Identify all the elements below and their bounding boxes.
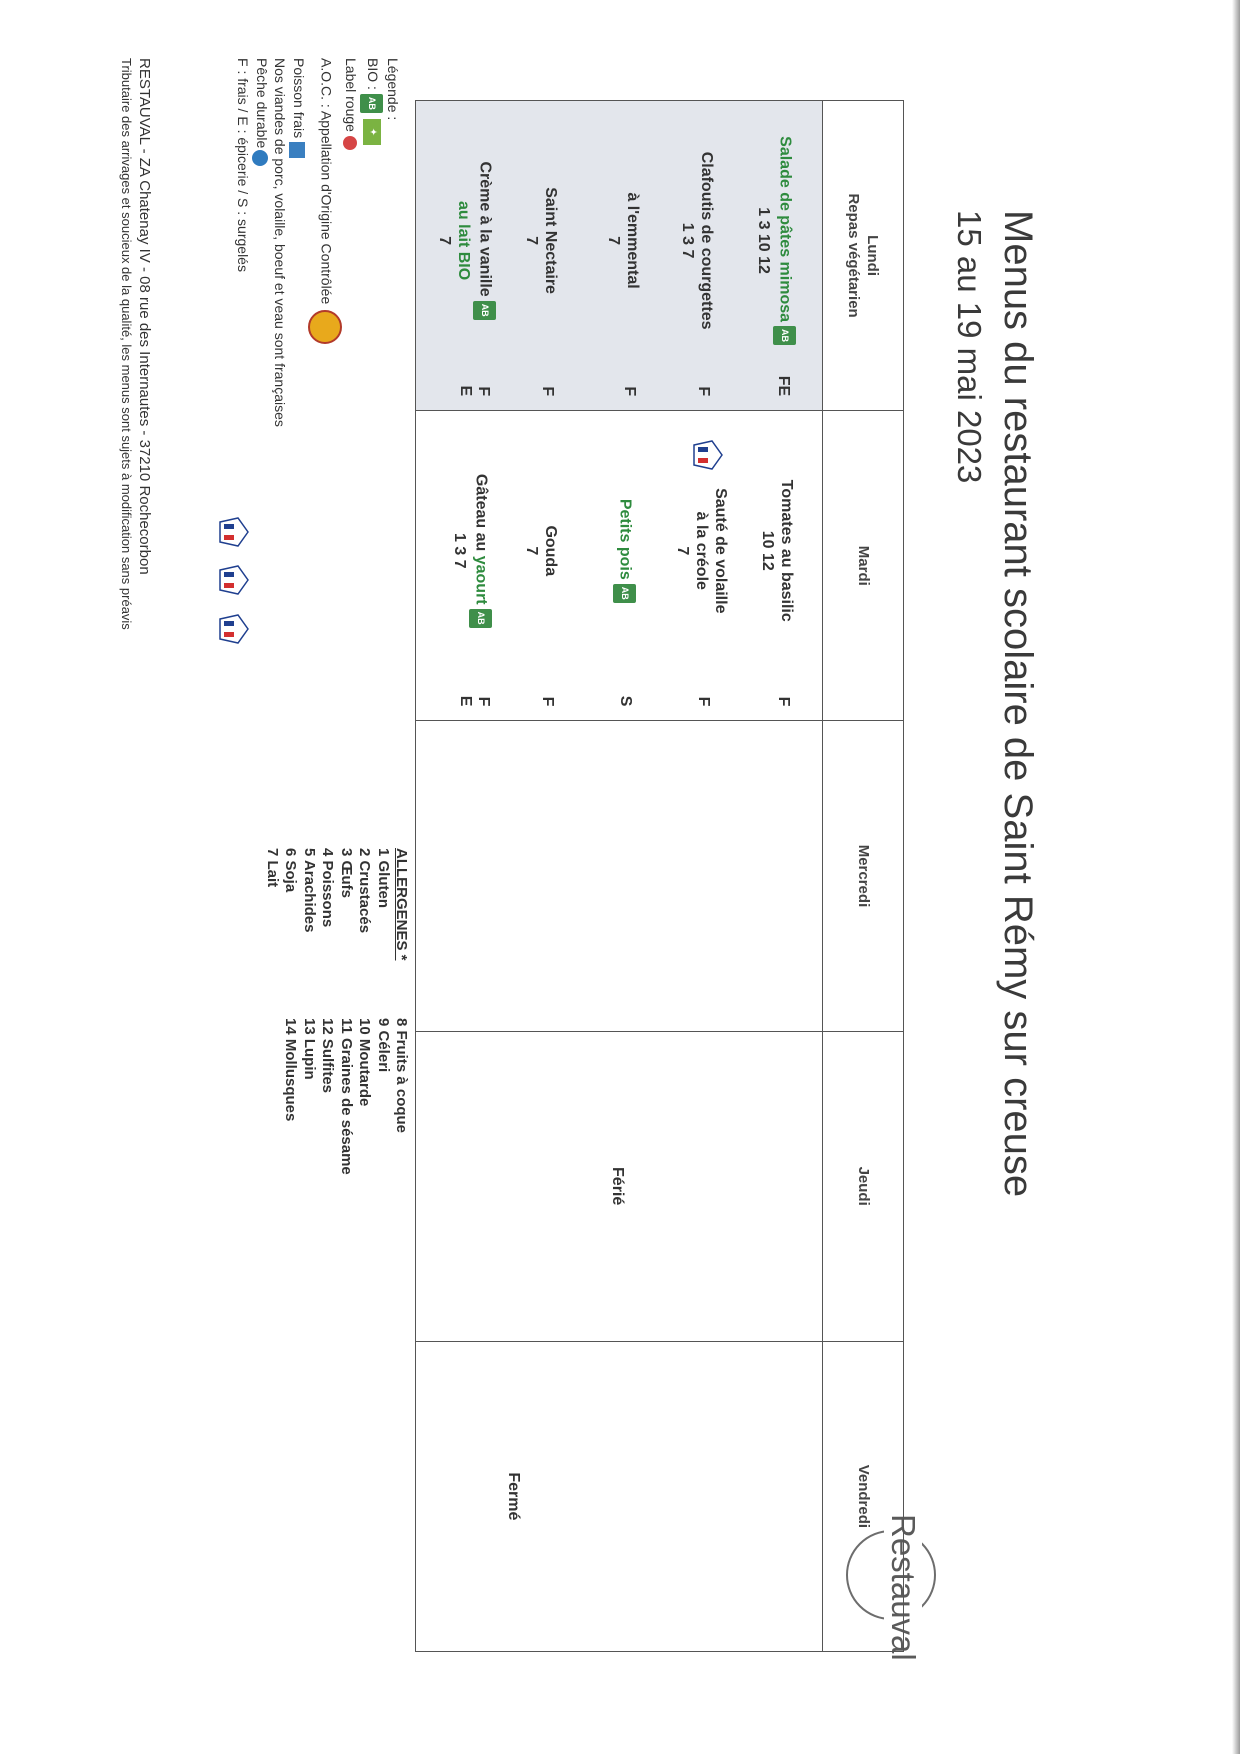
legend-bio-label: BIO : <box>365 58 382 90</box>
dish-name-part2: au lait BIO <box>455 201 472 281</box>
allergen-item: 6 Soja <box>282 848 300 893</box>
allergens-block <box>263 848 411 1175</box>
footer-notice: Tributaire des arrivages et soucieux de la qualité, les menus sont sujets à modification sans préavis <box>119 58 134 630</box>
dish-flag: F <box>539 696 556 707</box>
legend-peche-text: Pêche durable <box>253 58 270 149</box>
eu-bio-icon: ✦ <box>363 119 381 145</box>
day-note: Repas végétarien <box>845 193 862 318</box>
poisson-frais-icon <box>289 142 305 158</box>
legend-peche <box>252 58 271 427</box>
dish-name: Saint Nectaire <box>542 187 559 294</box>
allergen-item: 11 Graines de sésame <box>337 1018 355 1175</box>
day-header-lundi <box>823 101 904 411</box>
dish-lundi-2 <box>678 111 716 370</box>
day-name: Jeudi <box>854 1166 872 1206</box>
allergen-item: 1 Gluten <box>374 848 392 909</box>
dish-lundi-4 <box>522 111 560 370</box>
volaille-francaise-icon <box>218 564 250 596</box>
day-header-mardi <box>823 411 904 721</box>
dish-flag: FE <box>775 375 792 397</box>
dish-allergens: 1 3 7 <box>451 532 468 569</box>
dish-name-part1: Gâteau au <box>472 473 490 552</box>
dish-lundi-3 <box>604 111 642 370</box>
ab-bio-icon: AB <box>473 301 496 320</box>
dish-name: à l'emmental <box>624 192 641 289</box>
allergen-item: 10 Moutarde <box>356 1018 374 1107</box>
day-header-mercredi <box>823 721 904 1031</box>
allergens-col1 <box>263 848 392 961</box>
legend-codes: F : frais / E : épicerie / S : surgelés <box>234 58 251 272</box>
scan-edge <box>1232 0 1240 1754</box>
legend-poisson <box>289 58 308 427</box>
dish-allergens: 7 <box>673 546 691 556</box>
legend-viandes: Nos viandes de porc, volaille, boeuf et veau sont françaises <box>272 58 289 427</box>
allergen-item: 14 Mollusques <box>282 1018 300 1122</box>
day-name: Mercredi <box>854 844 872 908</box>
cell-jeudi <box>416 1031 823 1341</box>
dish-lundi-5 <box>435 111 496 370</box>
status-ferme: Fermé <box>505 1472 522 1521</box>
day-name: Lundi <box>864 235 882 276</box>
dish-flag: F <box>621 386 638 397</box>
logo-text: Restauval <box>885 1514 922 1661</box>
allergen-item: 12 Sulfites <box>319 1018 337 1094</box>
legend-aoc <box>308 58 342 427</box>
viande-logos <box>218 516 250 657</box>
dish-allergens: 10 12 <box>758 530 776 571</box>
allergen-item: 2 Crustacés <box>356 848 374 934</box>
label-rouge-icon <box>343 136 357 150</box>
dish-flag: F <box>775 696 792 707</box>
dish-lundi-1 <box>754 111 796 370</box>
allergens-title: ALLERGENES * <box>393 848 410 961</box>
legend-bio <box>360 58 383 427</box>
allergen-item: 8 Fruits à coque <box>393 1018 410 1134</box>
dish-flag: F <box>539 386 556 397</box>
flag-2: E <box>456 385 474 397</box>
dish-allergens: 7 <box>522 236 540 246</box>
dish-mardi-2 <box>672 421 730 680</box>
allergen-item: 7 Lait <box>263 848 281 888</box>
dish-name-part1: Sauté de volaille <box>712 488 729 614</box>
dish-name: Gouda <box>542 525 559 577</box>
dish-flag: F <box>695 696 712 707</box>
cell-vendredi <box>416 1341 823 1651</box>
legend-poisson-text: Poisson frais <box>290 58 307 139</box>
dish-allergens: 7 <box>604 236 622 246</box>
dish-name: Clafoutis de courgettes <box>698 151 715 330</box>
menu-table <box>415 100 904 1652</box>
allergen-item: 3 Œufs <box>337 848 355 899</box>
menu-row <box>416 101 823 1652</box>
dish-name-part1: Crème à la vanille <box>476 161 494 297</box>
dish-allergens: 7 <box>435 236 453 246</box>
page-subtitle: 15 au 19 mai 2023 <box>951 210 988 484</box>
dish-flag: F <box>695 386 712 397</box>
peche-durable-icon <box>252 150 268 166</box>
allergen-item: 9 Céleri <box>374 1018 392 1073</box>
cell-mercredi <box>416 721 823 1031</box>
dish-name: Salade de pâtes mimosa <box>776 136 794 323</box>
dish-name: Tomates au basilic <box>778 479 795 622</box>
legend-label-rouge-text: Label rouge <box>343 58 360 132</box>
legend-block <box>233 58 402 427</box>
dish-allergens: 1 3 10 12 <box>755 207 772 274</box>
allergen-item: 5 Arachides <box>300 848 318 933</box>
dish-name: Petits pois <box>616 498 634 580</box>
footer-address: RESTAUVAL - ZA Chatenay IV - 08 rue des Internautes - 37210 Rochecorbon <box>136 58 153 575</box>
day-header-jeudi <box>823 1031 904 1341</box>
dish-allergens: 7 <box>522 546 540 556</box>
aoc-icon <box>308 310 342 344</box>
dish-mardi-1 <box>758 421 796 680</box>
dish-flag <box>455 386 492 397</box>
dish-mardi-4 <box>522 421 560 680</box>
flag-1: F <box>475 386 492 397</box>
dish-mardi-3 <box>613 421 636 680</box>
page-title: Menus du restaurant scolaire de Saint Rémy sur creuse <box>996 210 1040 1198</box>
legend-label-rouge <box>342 58 361 427</box>
allergen-item: 13 Lupin <box>300 1018 318 1080</box>
day-name: Mardi <box>854 545 872 586</box>
legend-title: Légende : <box>385 58 401 121</box>
cell-lundi <box>416 101 823 411</box>
dish-mardi-5 <box>450 421 492 680</box>
ab-bio-icon: AB <box>360 94 383 113</box>
allergen-item: 4 Poissons <box>319 848 337 928</box>
dish-flag: S <box>617 695 634 707</box>
flag-1: F <box>475 696 492 707</box>
viande-francaise-icon <box>692 439 724 471</box>
ab-bio-icon: AB <box>613 584 636 603</box>
legend-aoc-text: A.O.C. : Appellation d'Origine Contrôlée <box>318 58 335 305</box>
ab-bio-icon: AB <box>773 326 796 345</box>
ab-bio-icon: AB <box>469 609 492 628</box>
boeuf-francais-icon <box>218 613 250 645</box>
dish-flag <box>455 696 492 707</box>
status-ferie: Férié <box>609 1167 626 1206</box>
day-name: Vendredi <box>854 1464 872 1529</box>
day-header-row <box>823 101 904 1652</box>
dish-name-part2: à la créole <box>692 511 710 590</box>
day-header-vendredi <box>823 1341 904 1651</box>
dish-allergens: 1 3 7 <box>678 222 696 259</box>
porc-francais-icon <box>218 516 250 548</box>
dish-name-part2: yaourt <box>472 555 490 605</box>
flag-2: E <box>456 695 474 707</box>
allergens-col2 <box>281 1018 410 1175</box>
cell-mardi <box>416 411 823 721</box>
